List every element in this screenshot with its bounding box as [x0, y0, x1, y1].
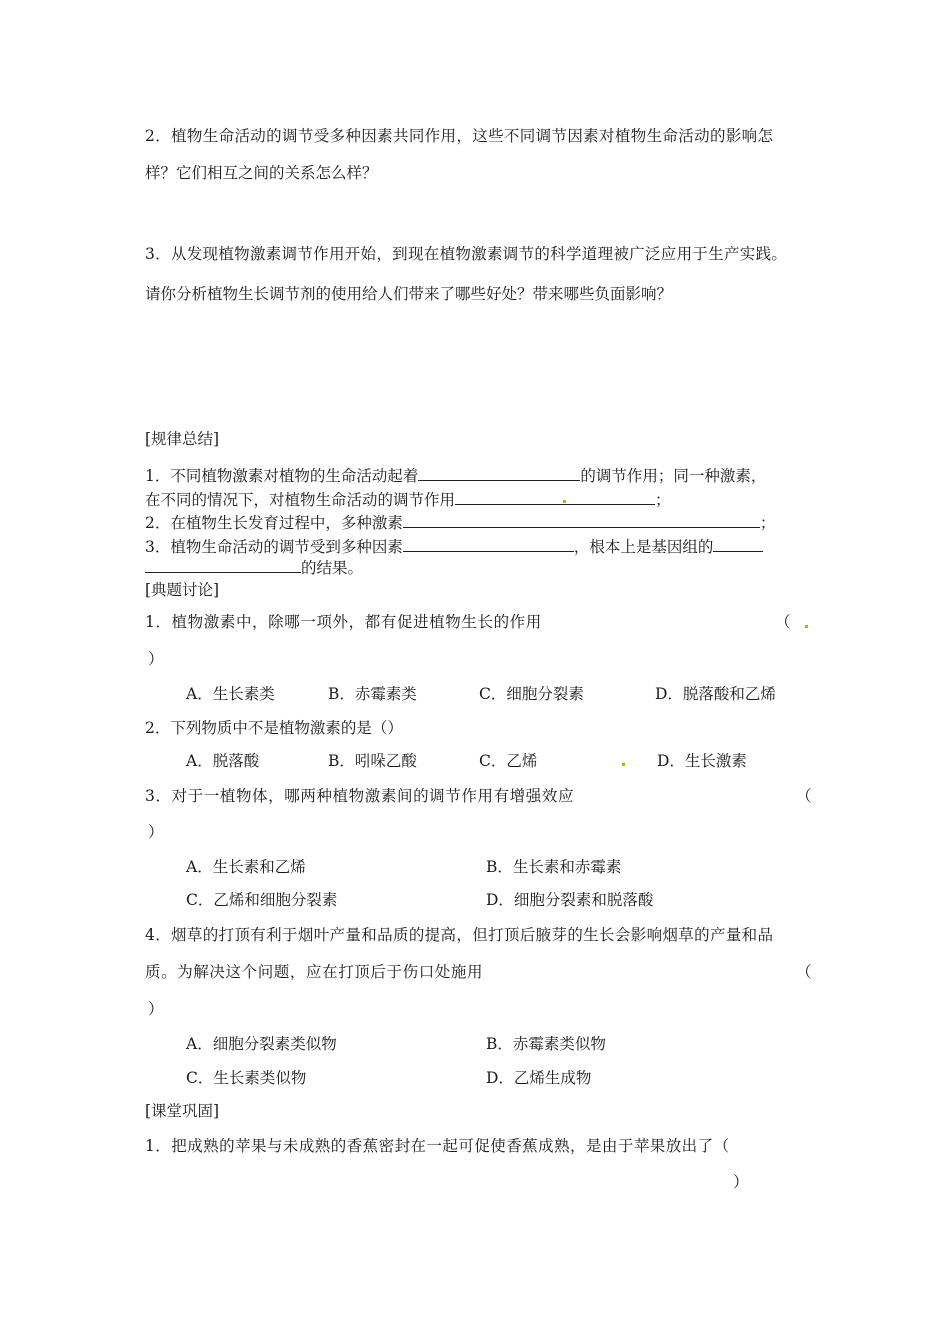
- summary-text: 3．植物生命活动的调节受到多种因素: [145, 538, 403, 556]
- fill-in-blank[interactable]: [403, 535, 574, 552]
- answer-paren-close: ）: [148, 650, 164, 668]
- option-d[interactable]: D．乙烯生成物: [486, 1069, 592, 1087]
- fill-in-blank[interactable]: [145, 556, 301, 573]
- option-b[interactable]: B．生长素和赤霉素: [486, 858, 622, 876]
- option-c[interactable]: C．乙烯: [479, 752, 538, 770]
- example-3-stem: 3．对于一植物体，哪两种植物激素间的调节作用有增强效应: [145, 787, 575, 805]
- option-a[interactable]: A．细胞分裂素类似物: [186, 1035, 337, 1053]
- option-d[interactable]: D．脱落酸和乙烯: [655, 685, 776, 703]
- fill-in-blank[interactable]: [403, 511, 760, 528]
- summary-line-3: [145, 511, 775, 533]
- practice-1-stem: 1．把成熟的苹果与未成熟的香蕉密封在一起可促使香蕉成熟，是由于苹果放出了（: [145, 1137, 730, 1155]
- example-2-stem: 2．下列物质中不是植物激素的是（）: [145, 719, 403, 737]
- stray-mark: [805, 625, 808, 628]
- summary-text: ；: [759, 514, 776, 532]
- example-4-stem-line-2: 质。为解决这个问题，应在打顶后于伤口处施用: [145, 963, 484, 981]
- option-c[interactable]: C．生长素类似物: [186, 1069, 307, 1087]
- option-d[interactable]: D．细胞分裂素和脱落酸: [486, 891, 654, 909]
- summary-line-4: [145, 535, 763, 557]
- option-a[interactable]: A．脱落酸: [186, 752, 260, 770]
- answer-paren-close: ）: [733, 1173, 749, 1191]
- answer-paren-open: （: [796, 963, 812, 981]
- option-b[interactable]: B．吲哚乙酸: [328, 752, 417, 770]
- option-d[interactable]: D．生长激素: [657, 752, 747, 770]
- summary-line-1: [145, 464, 766, 486]
- option-a[interactable]: A．生长素类: [186, 685, 275, 703]
- example-4-stem-line-1: 4．烟草的打顶有利于烟叶产量和品质的提高，但打顶后腋芽的生长会影响烟草的产量和品: [145, 926, 774, 944]
- option-b[interactable]: B．赤霉素类似物: [486, 1035, 606, 1053]
- answer-paren-open: （: [796, 787, 812, 805]
- practice-header: [课堂巩固]: [145, 1102, 220, 1120]
- fill-in-blank[interactable]: [713, 535, 763, 552]
- option-b[interactable]: B．赤霉素类: [328, 685, 417, 703]
- summary-text: 1．不同植物激素对植物的生命活动起着: [145, 467, 419, 485]
- stray-mark: [563, 500, 566, 503]
- stray-mark: [622, 763, 625, 766]
- examples-header: [典题讨论]: [145, 581, 220, 599]
- summary-text: 的结果。: [301, 559, 364, 577]
- question-3-line-1: 3．从发现植物激素调节作用开始，到现在植物激素调节的科学道理被广泛应用于生产实践。: [145, 245, 788, 263]
- question-2-line-2: 样？它们相互之间的关系怎么样？: [145, 164, 378, 182]
- example-1-stem: 1．植物激素中，除哪一项外，都有促进植物生长的作用: [145, 613, 542, 631]
- answer-paren-close: ）: [148, 823, 164, 841]
- summary-line-2: [145, 488, 671, 510]
- summary-text: 2．在植物生长发育过程中，多种激素: [145, 514, 403, 532]
- summary-header: [规律总结]: [145, 430, 220, 448]
- option-c[interactable]: C．乙烯和细胞分裂素: [186, 891, 338, 909]
- summary-line-5: [145, 556, 363, 578]
- summary-text: ；: [655, 491, 671, 509]
- question-2-line-1: 2．植物生命活动的调节受多种因素共同作用，这些不同调节因素对植物生命活动的影响怎: [145, 127, 774, 145]
- summary-text: 在不同的情况下，对植物生命活动的调节作用: [145, 491, 456, 509]
- fill-in-blank[interactable]: [455, 488, 655, 505]
- summary-text: ，根本上是基因组的: [573, 538, 714, 556]
- option-a[interactable]: A．生长素和乙烯: [186, 858, 306, 876]
- option-c[interactable]: C．细胞分裂素: [479, 685, 584, 703]
- fill-in-blank[interactable]: [418, 464, 580, 481]
- answer-paren-close: ）: [148, 1000, 164, 1018]
- question-3-line-2: 请你分析植物生长调节剂的使用给人们带来了哪些好处？带来哪些负面影响？: [145, 285, 673, 303]
- summary-text: 的调节作用；同一种激素，: [580, 467, 767, 485]
- answer-paren-open: （: [775, 613, 791, 631]
